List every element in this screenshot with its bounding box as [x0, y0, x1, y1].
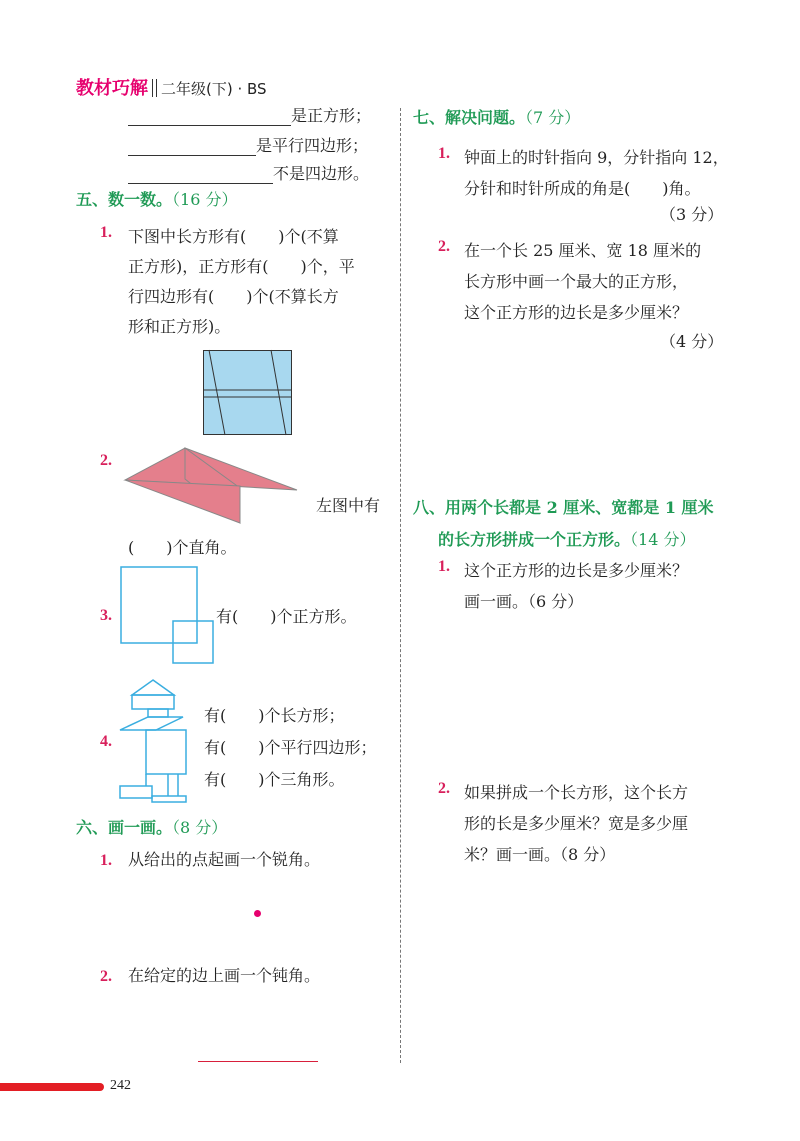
- question-points: （4 分）: [660, 332, 724, 351]
- section-5-title: 五、数一数。（16 分）: [76, 190, 238, 209]
- question-points: （3 分）: [660, 205, 724, 224]
- question-text: 下图中长方形有( )个(不算 正方形)，正方形有( )个，平 行四边形有( )个(不算长方 形和正方形)。: [128, 227, 355, 336]
- page-number: 242: [110, 1078, 131, 1093]
- footer-bar: [0, 1083, 104, 1091]
- figure-rectangles-parallelograms: [203, 350, 293, 436]
- section-6-title: 六、画一画。（8 分）: [76, 818, 228, 837]
- fill-line-2: [128, 136, 368, 156]
- section-points: （7 分）: [525, 108, 581, 127]
- fill-line-label: 是正方形；: [291, 106, 372, 125]
- question-text: 左图中有: [316, 496, 381, 515]
- question-text: 有( )个正方形。: [216, 607, 357, 626]
- question-number: 3.: [100, 607, 112, 624]
- grade-label: 二年级(下) · BS: [161, 80, 267, 98]
- header-divider: [152, 79, 157, 97]
- question-number: 4.: [100, 733, 112, 750]
- question-text: 从给出的点起画一个锐角。: [128, 850, 321, 869]
- question-text: ( )个直角。: [128, 538, 237, 557]
- question-number: 1.: [438, 558, 450, 575]
- question-text: 这个正方形的边长是多少厘米？ 画一画。（6 分）: [464, 561, 689, 611]
- question-text: 钟面上的时针指向 9，分针指向 12， 分针和时针所成的角是( )角。: [464, 148, 729, 198]
- fill-line-label: 不是四边形。: [273, 164, 370, 183]
- question-text: 如果拼成一个长方形，这个长方 形的长是多少厘米？宽是多少厘 米？画一画。（8 分）: [464, 783, 689, 864]
- section-points: （8 分）: [172, 818, 228, 837]
- question-text: 在给定的边上画一个钝角。: [128, 966, 321, 985]
- section-7-title: 七、解决问题。（7 分）: [413, 108, 581, 127]
- fill-line-3: [128, 164, 369, 184]
- blank-underline[interactable]: [128, 109, 291, 126]
- blank-underline[interactable]: [128, 139, 256, 156]
- question-number: 2.: [100, 968, 112, 985]
- question-number: 1.: [438, 145, 450, 162]
- section-points: （16 分）: [172, 190, 238, 209]
- figure-robot-shape: [118, 678, 208, 804]
- given-side-line: [198, 1061, 318, 1062]
- question-number: 2.: [100, 452, 112, 469]
- starting-point-dot: [254, 910, 261, 917]
- column-divider: [400, 108, 401, 1063]
- question-text: 有( )个长方形； 有( )个平行四边形； 有( )个三角形。: [204, 706, 377, 789]
- question-number: 2.: [438, 238, 450, 255]
- fill-line-1: [128, 106, 371, 126]
- brand-title: 教材巧解: [76, 78, 148, 99]
- section-8-title: 八、用两个长都是 2 厘米、宽都是 1 厘米 的长方形拼成一个正方形。（14 分）: [413, 498, 714, 549]
- blank-underline[interactable]: [128, 167, 273, 184]
- section-points: （14 分）: [630, 530, 696, 549]
- question-number: 1.: [100, 224, 112, 241]
- question-text: 在一个长 25 厘米、宽 18 厘米的 长方形中画一个最大的正方形， 这个正方形的边长是多少厘米？: [464, 241, 702, 322]
- fill-line-label: 是平行四边形；: [256, 136, 369, 155]
- question-number: 1.: [100, 852, 112, 869]
- figure-squares: [120, 566, 220, 666]
- question-number: 2.: [438, 780, 450, 797]
- page-header: [76, 74, 267, 100]
- figure-lightning-shape: [125, 448, 300, 523]
